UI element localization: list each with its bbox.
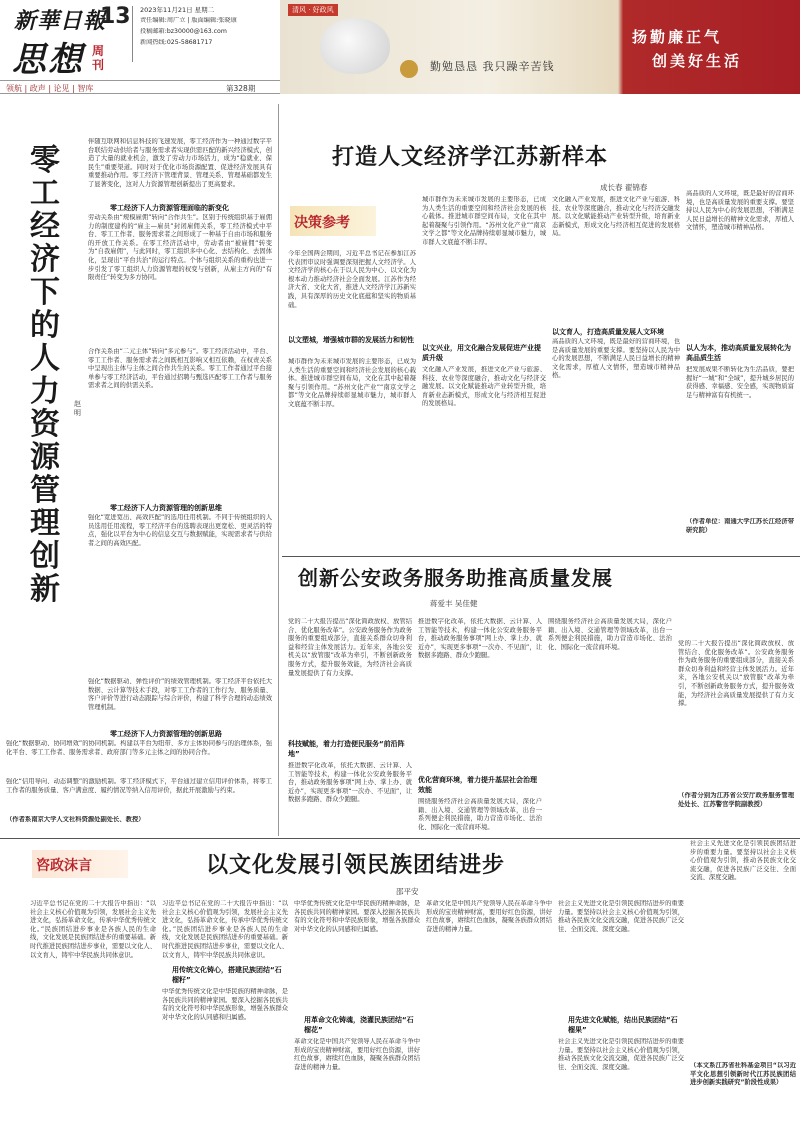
middle-article-para-1: 推进数字化改革，依托大数据、云计算、人工智能等技术，构建一体化公安政务服务平台，推动政务服务事项“网上办、掌上办、就近办”，实现更多事项“一次办、不见面”，让数据多跑路、群众少跑腿。: [288, 762, 412, 804]
top-article-subhead-1: 以文塑城，增强城市群的发展活力和韧性: [288, 336, 414, 344]
top-article-para-1: 城市群作为未来城市发展的主要形态，已成为人类生活的重要空间和经济社会发展的核心载体。推进城市群空间布局，文化在其中起着凝聚与引领作用。“苏州文化产业”“南京文学之都”等文化品牌持续彰显城市魅力，城市群人文底蕴不断丰厚。: [288, 358, 416, 408]
middle-article-author: 蒋爱丰 吴佳健: [430, 599, 478, 608]
issue-date: 2023年11月21日 星期二: [140, 6, 215, 14]
bottom-article-note: （本文系江苏省社科基金项目“以习近平文化思想引领新时代江苏民族团结进步创新实践研究”阶段性成果）: [690, 1062, 796, 1087]
bottom-article-para-3b: 社会主义先进文化是引领民族团结进步的重要力量。要坚持以社会主义核心价值观为引领，推动各民族文化交流交融，促进各民族广泛交往、全面交流、深度交融。: [690, 840, 796, 882]
left-article-subhead-3: 零工经济下人力资源管理的创新思路: [110, 730, 222, 738]
bottom-article-para-1b: 中华优秀传统文化是中华民族的精神命脉，是各民族共同的精神家园。要深入挖掘各民族共有的文化符号和中华民族形象，增强各族群众对中华文化的认同感和归属感。: [294, 900, 420, 933]
banner-image: [280, 0, 800, 94]
bottom-article-author: 邵平安: [396, 887, 419, 896]
middle-article-subhead-2: 优化营商环境，着力提升基层社会治理效能: [418, 776, 537, 794]
column-divider-left: [278, 104, 279, 836]
top-article-title: 打造人文经济学江苏新样本: [332, 144, 609, 170]
piggy-bank-icon: [320, 18, 390, 74]
top-article-subhead-3: 以文育人，打造高质量发展人文环境: [552, 328, 664, 336]
section-tab-bar: [0, 80, 280, 94]
phone-line: 新闻热线:025-58681717: [140, 39, 213, 46]
bottom-article-intro: 习近平总书记在党的二十大报告中指出：“以社会主义核心价值观为引领，发展社会主义先进文化，弘扬革命文化，传承中华优秀传统文化。”民族团结进步事业是各族人民的生命线，文化发展是民族团结进步的重要基础。新时代推进民族团结进步事业，需要以文化人、以文育人，铸牢中华民族共同体意识。: [30, 900, 156, 959]
masthead: [0, 0, 800, 100]
bottom-article-para-1: 中华优秀传统文化是中华民族的精神命脉，是各民族共同的精神家园。要深入挖掘各民族共有的文化符号和中华民族形象，增强各族群众对中华文化的认同感和归属感。: [162, 988, 288, 1021]
section-subtitle: 周刊: [92, 44, 105, 72]
middle-article-para-2c: 党的二十大报告提出“深化简政放权、放管结合、优化服务改革”。公安政务服务作为政务服务的重要组成部分，直接关系群众切身利益和经营主体发展活力。近年来，各地公安机关以“放管服”改革为牵引，不断创新政务服务方式，提升服务效能，为经济社会高质量发展提供了有力支撑。: [678, 640, 794, 708]
left-article-subhead-2: 零工经济下人力资源管理的创新思维: [110, 504, 222, 512]
left-article-note: （作者系南京大学人文社科资源处副处长、教授）: [6, 816, 145, 823]
middle-article-intro: 党的二十大报告提出“深化简政放权、放管结合、优化服务改革”。公安政务服务作为政务服务的重要组成部分，直接关系群众切身利益和经营主体发展活力。近年来，各地公安机关以“放管服”改革为牵引，不断创新政务服务方式，提升服务效能，为经济社会高质量发展提供了有力支撑。: [288, 618, 412, 677]
top-article-para-1b: 城市群作为未来城市发展的主要形态，已成为人类生活的重要空间和经济社会发展的核心载体。推进城市群空间布局，文化在其中起着凝聚与引领作用。“苏州文化产业”“南京文学之都”等文化品牌持续彰显城市魅力，城市群人文底蕴不断丰厚。: [422, 196, 546, 246]
left-article-para-1: 劳动关系由“规模雇佣”转向“合作共生”。区别于传统组织基于雇佣力的制度建构的“雇主—雇员”封闭雇佣关系，零工经济模式中平台、零工工作者、服务需求者之间形成了一种基于自由市场和服务的开放工作关系。在零工经济活动中，劳动者由“被雇佣”转变为“自我雇佣”，与此同时，零工组织多中心化、去结构化、去固体化，呈现出“平台共治”的运行特点。个体与组织关系的重构也进一步引发了零工组织人力资源管理的权变与创新，从雇主方向的“有限责任”转变为多方协同。: [88, 214, 272, 282]
banner-right-line-2: 创美好生活: [652, 52, 743, 70]
coin-icon: [400, 60, 418, 78]
top-article-para-3b: 高品质的人文环境，既是最好的营商环境，也是高质量发展的重要支撑。要坚持以人民为中心的发展思想，不断满足人民日益增长的精神文化需求，厚植人文情怀，塑造城市精神品格。: [686, 190, 794, 232]
bottom-article-subhead-3: 用先进文化赋能，结出民族团结“石榴果”: [568, 1016, 678, 1034]
issue-number: 第328期: [226, 84, 256, 93]
column-tag-decision: 决策参考: [290, 206, 376, 236]
middle-article-subhead-1: 科技赋能，着力打造便民服务“前沿阵地”: [288, 740, 405, 758]
banner-slogan: 勤勉恳恳 我只躁辛苦钱: [430, 60, 555, 73]
divider-middle-bottom: [0, 838, 800, 839]
top-article-para-3: 高品质的人文环境，既是最好的营商环境，也是高质量发展的重要支撑。要坚持以人民为中心的发展思想，不断满足人民日益增长的精神文化需求，厚植人文情怀，塑造城市精神品格。: [552, 338, 680, 380]
bottom-article-para-3a: 社会主义先进文化是引领民族团结进步的重要力量。要坚持以社会主义核心价值观为引领，推动各民族文化交流交融，促进各民族广泛交往、全面交流、深度交融。: [558, 900, 684, 933]
section-title: 思想: [12, 40, 84, 80]
top-article-para-2: 文化融入产业发展，推进文化产业与旅游、科技、农业等深度融合，推动文化与经济交融发展。以文化赋能推动产业转型升级，培育新业态新模式，形成文化与经济相互促进的发展格局。: [422, 366, 546, 408]
bottom-article-para-2b: 革命文化是中国共产党领导人民在革命斗争中形成的宝贵精神财富，要用好红色资源，讲好红色故事，赓续红色血脉，凝聚各族群众团结奋进的精神力量。: [426, 900, 552, 933]
left-article-subhead-1: 零工经济下人力资源管理面临的新变化: [110, 204, 229, 212]
bottom-article-para-1a: 习近平总书记在党的二十大报告中指出：“以社会主义核心价值观为引领，发展社会主义先进文化，弘扬革命文化，传承中华优秀传统文化。”民族团结进步事业是各族人民的生命线，文化发展是民族团结进步的重要基础。新时代推进民族团结进步事业，需要以文化人、以文育人，铸牢中华民族共同体意识。: [162, 900, 288, 959]
top-article-subhead-4: 以人为本，推动高质量发展转化为高品质生活: [686, 344, 791, 362]
paper-name: 新華日報: [14, 8, 107, 34]
section-tabs: 领航 | 政声 | 论见 | 智库: [6, 84, 94, 93]
left-article-author: 赵 明: [74, 400, 81, 417]
left-article-para-5: 强化“数据驱动、协同增效”的协同机制。构建以平台为纽带、多方主体协同参与的治理体系，强化平台、零工工作者、服务需求者、政府部门等多元主体之间的协同合作。: [6, 740, 272, 756]
top-article-para-4: 把发展成果不断转化为生活品质，要把握好“一城”和“全域”，提升城乡居民的获得感、幸福感、安全感，实现物质富足与精神富有有机统一。: [686, 366, 794, 399]
left-article-para-2: 合作关系由“二元主体”转向“多元参与”。零工经济活动中，平台、零工工作者、服务需求者之间既相互影响又相互依赖，在权责关系中呈现出主体与主体之间合作共生的关系。零工工作者通过平台接单参与零工经济活动，平台通过招聘与甄选匹配零工工作者与服务需求者之间的供需关系。: [88, 348, 272, 390]
page-number: 13: [100, 4, 131, 29]
top-article-intro: 今年全国两会期间，习近平总书记在参加江苏代表团审议时强调要深刻把握人文经济学。人文经济学的核心在于以人民为中心、以文化为根本动力推动经济社会全面发展。江苏作为经济大省、文化大省，推进人文经济学江苏新实践，具有深厚的历史文化底蕴和坚实的物质基础。: [288, 250, 416, 309]
left-article-para-3: 强化“宽进宽出、高效匹配”的选用任用机制。不同于传统组织的人员选用任用流程，零工经济平台的选聘表现出更宽松、更灵活的特点，强化以平台为中心的信息交互与数据赋能，实现需求者与供给者之间的高效匹配。: [88, 514, 272, 547]
banner-right-line-1: 扬勤廉正气: [632, 28, 723, 46]
middle-article-title: 创新公安政务服务助推高质量发展: [298, 566, 613, 590]
editor-line: 责任编辑:周广立 | 版面编辑:张晓康: [140, 17, 237, 24]
top-article-author: 成长春 翟锦春: [600, 183, 648, 192]
middle-article-note: （作者分别为江苏省公安厅政务服务管理处处长、江苏警官学院副教授）: [678, 792, 794, 808]
middle-article-para-1b: 推进数字化改革，依托大数据、云计算、人工智能等技术，构建一体化公安政务服务平台，推动政务服务事项“网上办、掌上办、就近办”，实现更多事项“一次办、不见面”，让数据多跑路、群众少跑腿。: [418, 618, 542, 660]
email-line: 投稿邮箱:bz30000@163.com: [140, 28, 227, 35]
left-article: [0, 104, 276, 836]
bottom-article-title: 以文化发展引领民族团结进步: [206, 852, 506, 878]
bottom-article-para-3: 社会主义先进文化是引领民族团结进步的重要力量。要坚持以社会主义核心价值观为引领，推动各民族文化交流交融，促进各民族广泛交往、全面交流、深度交融。: [558, 1038, 684, 1071]
bottom-article: [0, 840, 800, 1128]
banner-badge: 清风 · 好政风: [288, 4, 338, 16]
top-article-note: （作者单位：南通大学江苏长江经济带研究院）: [686, 518, 794, 534]
bottom-article-subhead-1: 用传统文化铸心，搭建民族团结“石榴籽”: [172, 966, 282, 984]
top-article-para-2b: 文化融入产业发展，推进文化产业与旅游、科技、农业等深度融合，推动文化与经济交融发展。以文化赋能推动产业转型升级，培育新业态新模式，形成文化与经济相互促进的发展格局。: [552, 196, 680, 238]
middle-article-para-2b: 围绕服务经济社会高质量发展大局，深化户籍、出入境、交通管理等领域改革，出台一系列便企利民措施，助力营造市场化、法治化、国际化一流营商环境。: [548, 618, 672, 651]
bottom-article-subhead-2: 用革命文化铸魂，浇灌民族团结“石榴花”: [304, 1016, 414, 1034]
left-article-para-6: 强化“信用导向、动态调整”的激励机制。零工经济模式下，平台通过建立信用评价体系，将零工工作者的服务质量、客户满意度、履约情况等纳入信用评价，据此开展激励与约束。: [6, 778, 272, 794]
column-tag-advice: 咨政沫言: [32, 850, 128, 878]
masthead-divider: [132, 6, 133, 62]
middle-article-para-2: 围绕服务经济社会高质量发展大局，深化户籍、出入境、交通管理等领域改革，出台一系列便企利民措施，助力营造市场化、法治化、国际化一流营商环境。: [418, 798, 542, 831]
bottom-article-para-2: 革命文化是中国共产党领导人民在革命斗争中形成的宝贵精神财富，要用好红色资源，讲好红色故事，赓续红色血脉，凝聚各族群众团结奋进的精神力量。: [294, 1038, 420, 1071]
left-article-para-4: 强化“数据驱动、弹性评价”的绩效管理机制。零工经济平台依托大数据、云计算等技术手段，对零工工作者的工作行为、服务质量、客户评价等进行动态跟踪与综合评价，构建了科学合理的动态绩效管理机制。: [88, 678, 272, 711]
middle-article: [282, 556, 800, 836]
left-article-title: 零工经济下的人力资源管理创新: [30, 143, 60, 607]
left-article-intro: 伴随互联网和信息科技的飞速发展，零工经济作为一种通过数字平台联结劳动供给者与服务需求者实现供需匹配的新兴经济模式，创造了大量的就业机会，激发了劳动力市场活力，成为“稳就业、保民生”重要渠道。同时对于优化市场资源配置、促进经济发展具有重要推动作用。零工经济下管理背景、管理关系、管理基础都发生了显著变化，这对人力资源管理创新提出了更高要求。: [88, 138, 272, 188]
top-article-subhead-2: 以文兴业，用文化融合发展促进产业提质升级: [422, 344, 541, 362]
top-article: [282, 104, 800, 624]
